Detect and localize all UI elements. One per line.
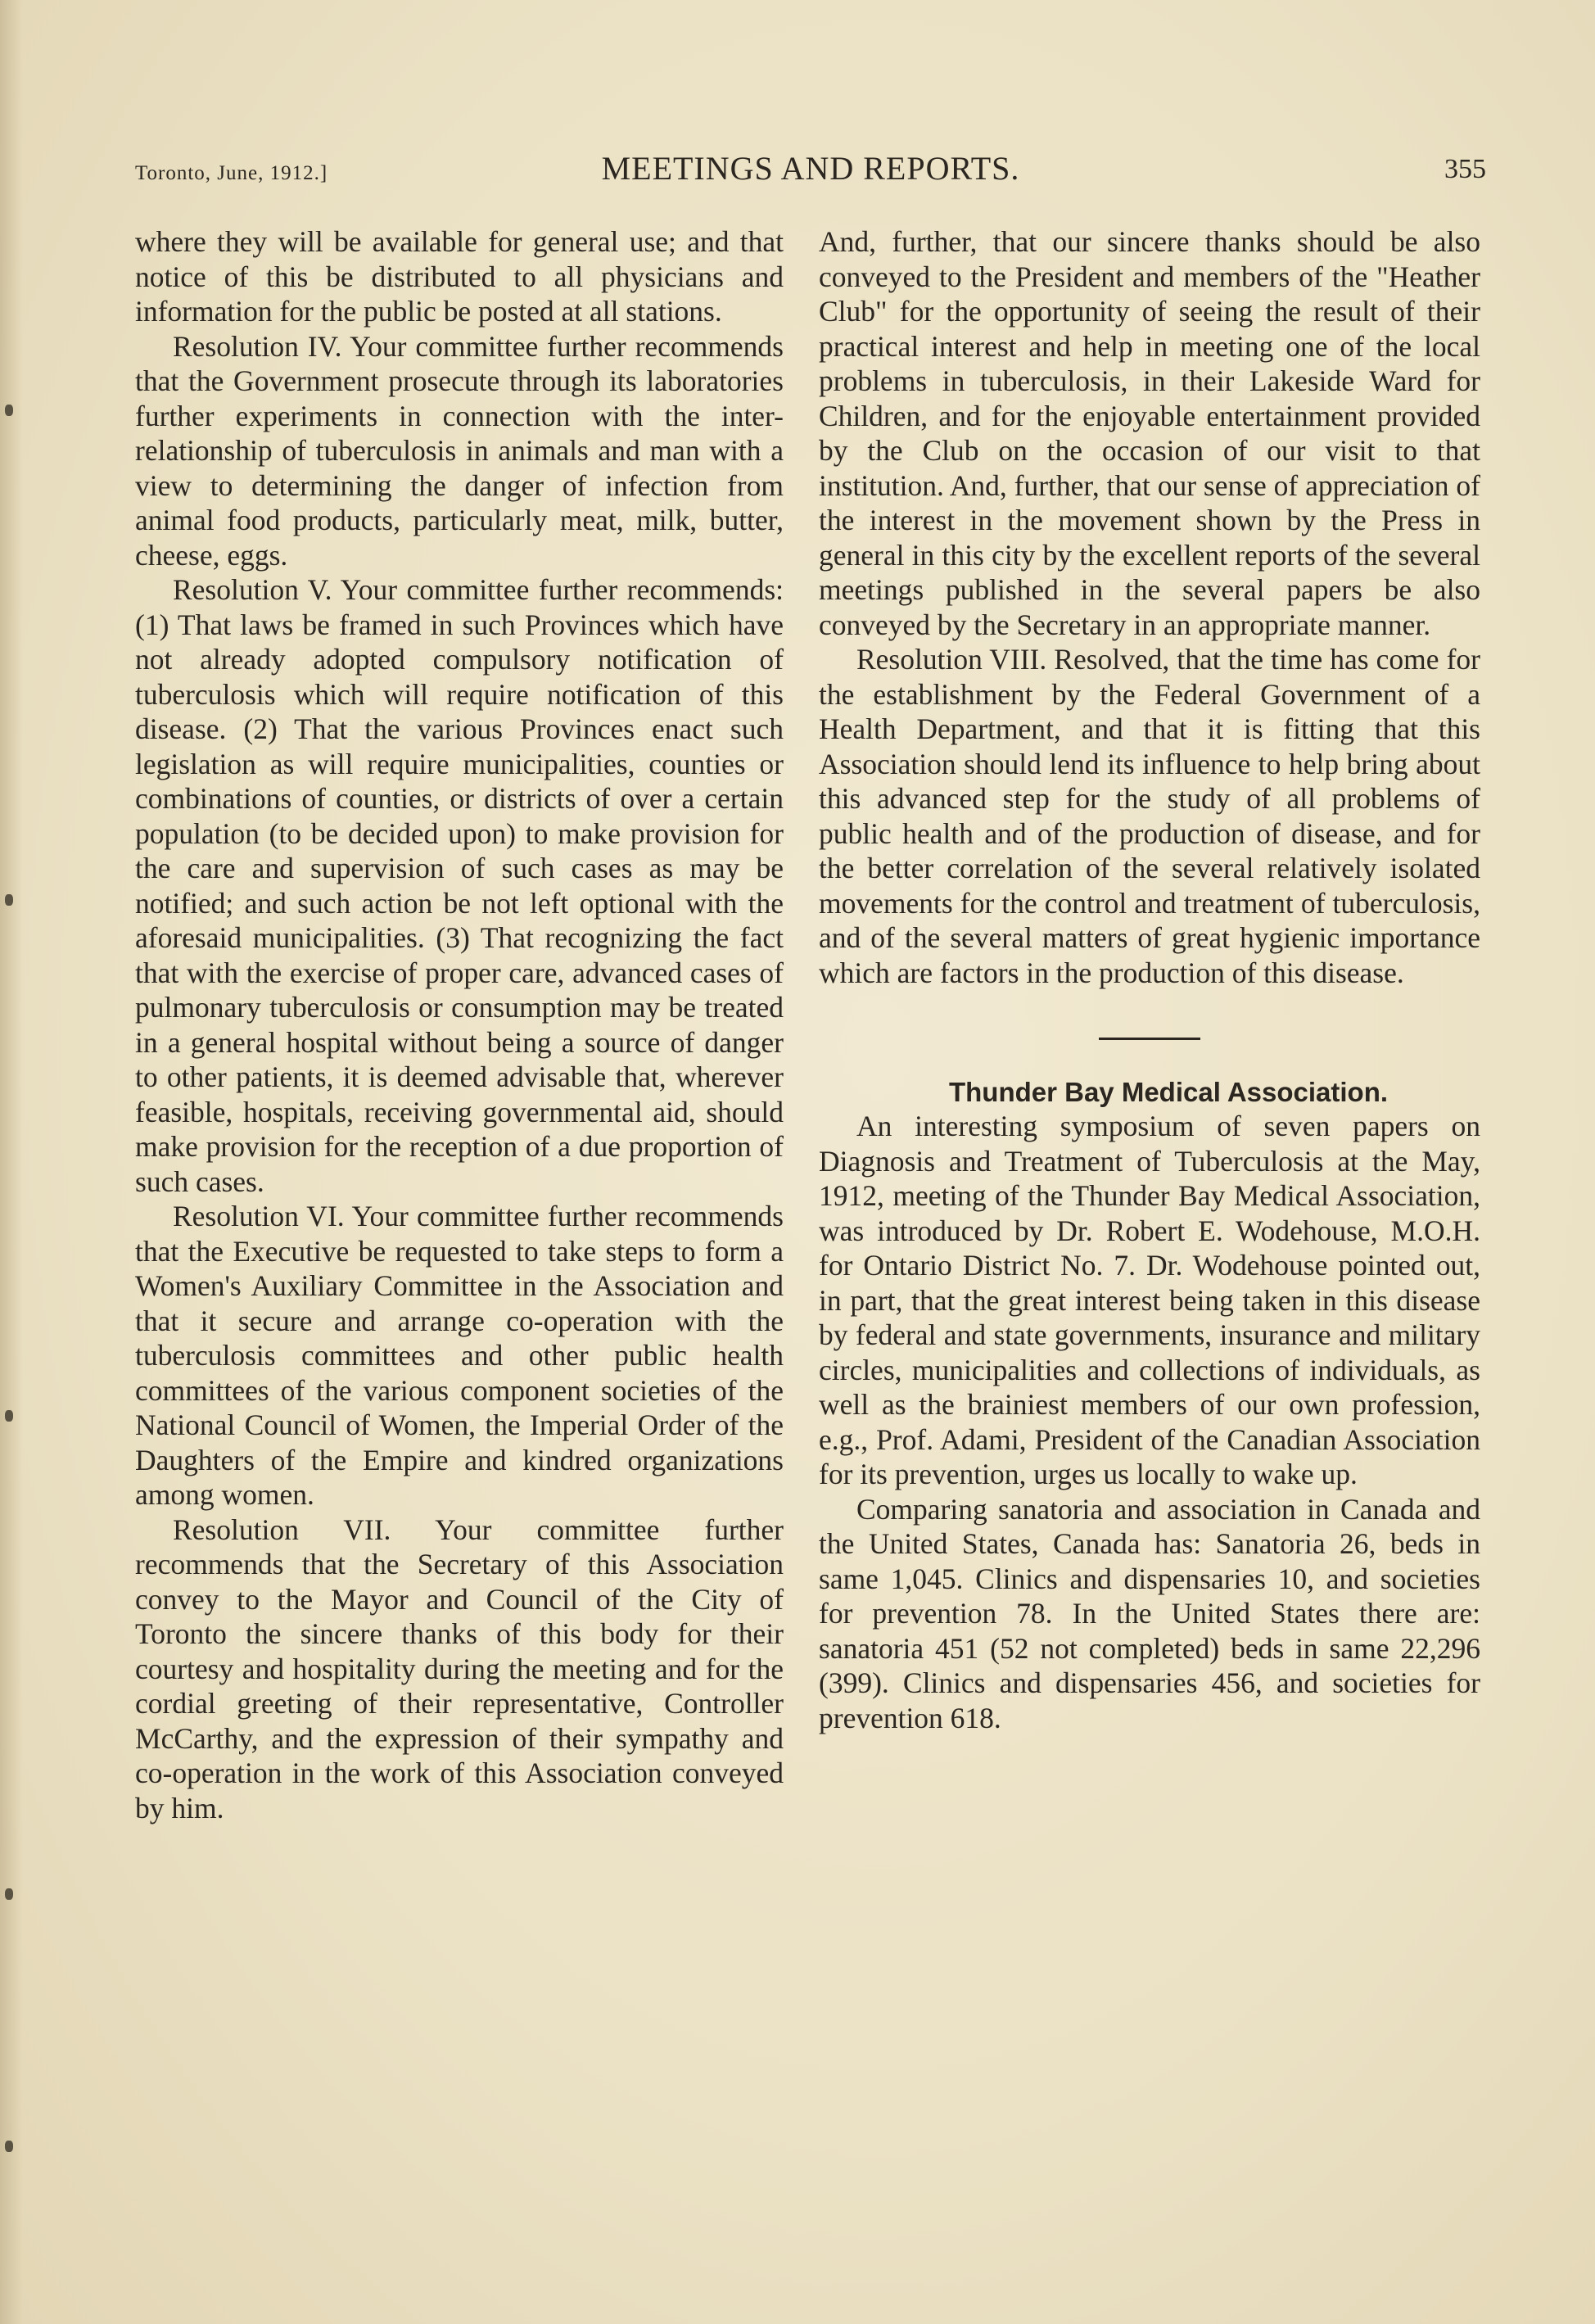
section-title: Thunder Bay Medical Association.: [948, 1077, 1389, 1107]
running-header-date: Toronto, June, 1912.]: [135, 162, 328, 184]
paragraph: And, further, that our sincere thanks should be also conveyed to the President and members of the "Heather Club" for the opportunity of seeing the result of their practical interest and help in meeting one of the local problems in tuberculosis, in their Lakeside Ward for Children, and for the enjoyable entertainment provided by the Club on the occasion of our visit to that institution. And, further, that our sense of appreciation of the interest in the movement shown by the Press in general in this city by the excellent reports of the several meetings published in the several papers be also conveyed by the Secretary in an appropriate manner.: [819, 225, 1480, 641]
section-divider: [1099, 1038, 1200, 1040]
right-column: [819, 224, 1480, 1735]
page-number: 355: [1444, 154, 1486, 184]
margin-mark: [5, 1410, 13, 1422]
paragraph: Resolution VIII. Resolved, that the time has come for the establishment by the Federal Government of a Health Department, and that it is fitting that this Association should lend its influence to help bring about this advanced step for the study of all problems of public health and of the production of disease, and for the better correlation of the several relatively isolated movements for the control and treatment of tuberculosis, and of the several matters of great hygienic importance which are factors in the production of this disease.: [819, 643, 1480, 989]
paragraph: An interesting symposium of seven papers on Diagnosis and Treatment of Tuberculosis at the May, 1912, meeting of the Thunder Bay Medical Association, was introduced by Dr. Robert E. Wodehouse, M.O.H. for Ontario District No. 7. Dr. Wodehouse pointed out, in part, that the great interest being taken in this disease by federal and state governments, insurance and military circles, municipalities and collections of individuals, as well as the brainiest members of our own profession, e.g., Prof. Adami, President of the Canadian Association for its prevention, urges us locally to wake up.: [819, 1110, 1480, 1490]
paragraph: Comparing sanatoria and association in Canada and the United States, Canada has: Sanatoria 26, beds in same 1,045. Clinics and dispensaries 10, and societies for prevention 78. In the United States there are: sanatoria 451 (52 not completed) beds in same 22,296 (399). Clinics and dispensaries 456, and societies for prevention 618.: [819, 1492, 1480, 1734]
paragraph: Resolution V. Your committee further recommends: (1) That laws be framed in such Provinces which have not already adopted compulsory notification of tuberculosis which will require notification of this disease. (2) That the various Provinces enact such legislation as will require municipalities, counties or combinations of counties, or districts of over a certain population (to be decided upon) to make provision for the care and supervision of such cases as may be notified; and such action be not left optional with the aforesaid municipalities. (3) That recognizing the fact that with the exercise of proper care, advanced cases of pulmonary tuberculosis or consumption may be treated in a general hospital without being a source of danger to other patients, it is deemed advisable that, wherever feasible, hospitals, receiving governmental aid, should make provision for the reception of a due proportion of such cases.: [135, 573, 784, 1198]
paragraph: Resolution VII. Your committee further recommends that the Secretary of this Association convey to the Mayor and Council of the City of Toronto the sincere thanks of this body for their courtesy and hospitality during the meeting and for the cordial greeting of their representative, Controller McCarthy, and the expression of their sympathy and co-operation in the work of this Association conveyed by him.: [135, 1512, 784, 1824]
paragraph: Resolution IV. Your committee further recommends that the Government prosecute through its laboratories further experiments in connection with the inter-relationship of tuberculosis in animals and man with a view to determining the danger of infection from animal food products, particularly meat, milk, butter, cheese, eggs.: [135, 329, 784, 572]
margin-mark: [5, 1888, 13, 1900]
left-column: [135, 224, 784, 1825]
running-header: [135, 149, 1486, 198]
margin-mark: [5, 2141, 13, 2152]
paragraph: Resolution VI. Your committee further recommends that the Executive be requested to take steps to form a Women's Auxiliary Committee in the Association and that it secure and arrange co-operation with the tuberculosis committees and other public health committees of the various component societies of the National Council of Women, the Imperial Order of the Daughters of the Empire and kindred organizations among women.: [135, 1200, 784, 1511]
margin-mark: [5, 894, 13, 906]
spine-shadow: [0, 0, 23, 2324]
paragraph: where they will be available for general use; and that notice of this be distributed to all physicians and information for the public be posted at all stations.: [135, 225, 784, 328]
margin-mark: [5, 405, 13, 416]
running-header-title: MEETINGS AND REPORTS.: [601, 150, 1020, 187]
